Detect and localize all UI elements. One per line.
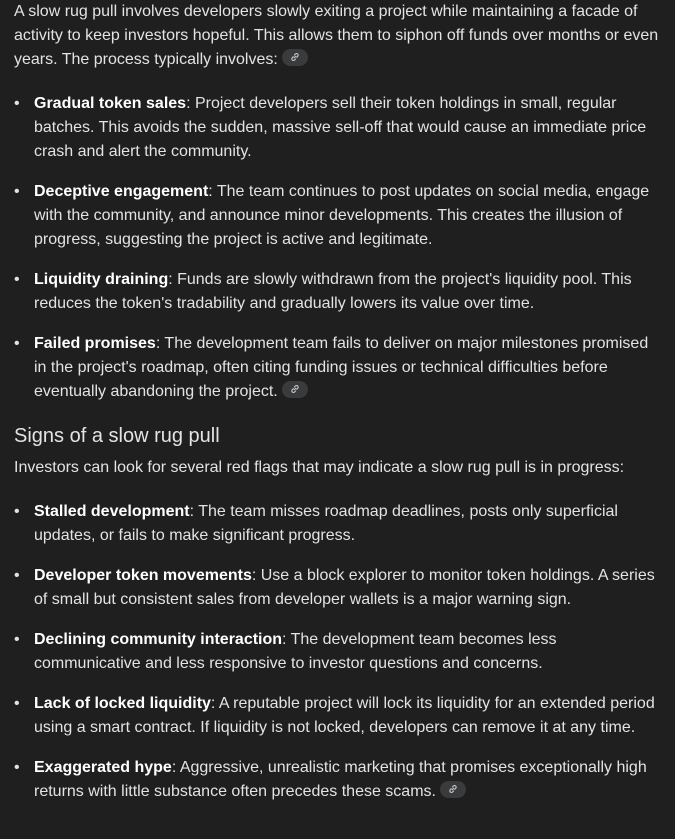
link-icon <box>290 52 300 62</box>
item-text: : The development team becomes less communicative and less responsive to investor questions and concerns. <box>34 631 557 672</box>
item-text: : The team continues to post updates on social media, engage with the community, and announce minor developments. This creates the illusion of progress, suggesting the project is active and legitimate. <box>34 183 650 248</box>
item-term: Declining community interaction <box>34 631 283 648</box>
item-text: : The team misses roadmap deadlines, posts only superficial updates, or fails to make significant progress. <box>34 503 618 544</box>
intro-text: A slow rug pull involves developers slowly exiting a project while maintaining a facade of activity to keep investors hopeful. This allows them to siphon off funds over months or even years. The process typically involves: <box>14 3 659 68</box>
item-term: Exaggerated hype <box>34 759 172 776</box>
item-text: : The development team fails to deliver on major milestones promised in the project's roadmap, often citing funding issues or technical difficulties before eventually abandoning the project. <box>34 335 649 400</box>
intro-paragraph <box>14 0 662 72</box>
item-term: Liquidity draining <box>34 271 169 288</box>
item-term: Failed promises <box>34 335 156 352</box>
source-link-chip[interactable] <box>440 781 466 798</box>
list-item <box>14 332 662 404</box>
item-text: : Project developers sell their token holdings in small, regular batches. This avoids the sudden, massive sell-off that would cause an immediate price crash and alert the community. <box>34 95 647 160</box>
item-term: Deceptive engagement <box>34 183 209 200</box>
list-item <box>14 756 662 804</box>
item-term: Stalled development <box>34 503 190 520</box>
list-item <box>14 268 662 316</box>
link-icon <box>448 784 458 794</box>
signs-list <box>14 500 662 804</box>
item-text: : Use a block explorer to monitor token holdings. A series of small but consistent sales from developer wallets is a major warning sign. <box>34 567 655 608</box>
source-link-chip[interactable] <box>282 49 308 66</box>
list-item <box>14 628 662 676</box>
item-text: : Funds are slowly withdrawn from the project's liquidity pool. This reduces the token's tradability and gradually lowers its value over time. <box>34 271 632 312</box>
item-text: : A reputable project will lock its liquidity for an extended period using a smart contract. If liquidity is not locked, developers can remove it at any time. <box>34 695 655 736</box>
item-term: Developer token movements <box>34 567 252 584</box>
list-item <box>14 180 662 252</box>
section-heading: Signs of a slow rug pull <box>14 425 220 447</box>
item-term: Lack of locked liquidity <box>34 695 211 712</box>
list-item <box>14 692 662 740</box>
signs-intro-paragraph: Investors can look for several red flags that may indicate a slow rug pull is in progress: <box>14 459 625 476</box>
item-text: : Aggressive, unrealistic marketing that promises exceptionally high returns with little substance often precedes these scams. <box>34 759 647 800</box>
process-list <box>14 92 662 404</box>
link-icon <box>290 384 300 394</box>
source-link-chip[interactable] <box>282 381 308 398</box>
item-term: Gradual token sales <box>34 95 187 112</box>
list-item <box>14 500 662 548</box>
list-item <box>14 92 662 164</box>
list-item <box>14 564 662 612</box>
